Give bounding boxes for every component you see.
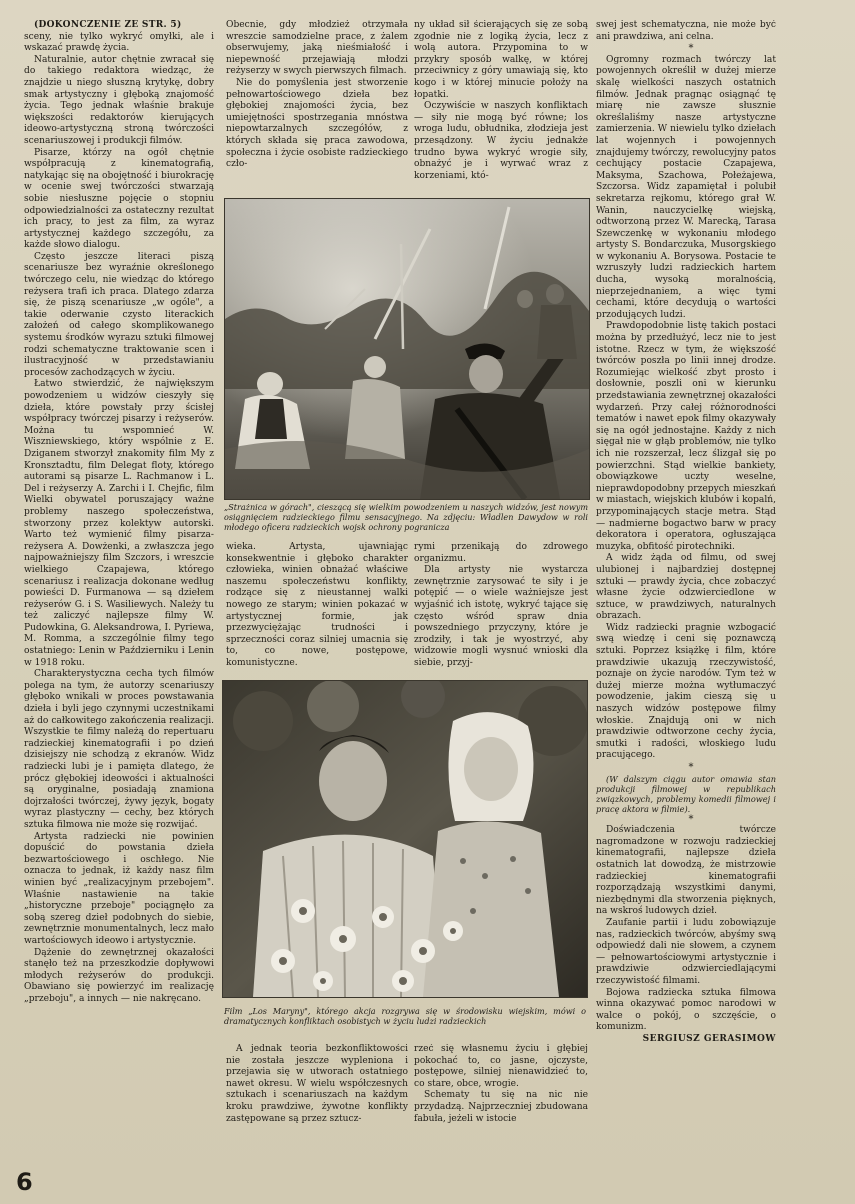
paragraph: wieka. Artysta, ujawniając konsekwentnie i głęboko charakter człowieka, winien obnażać właściwe naszemu społeczeństwu konflikty, rodzące się z nieustannej walki nowego ze starym; winien pokazać w artystycznej formie, jak przezwyciężając trudności i sprzeczności coraz silniej umacnia się to, co nowe, postępowe, komunistyczne. xyxy=(226,542,408,668)
paragraph: Dążenie do zewnętrznej okazałości stanęło też na przeszkodzie dopływowi młodych reżyserów do produkcji. Obawiano się powierzyć im realizację „przeboju", a innych — nie nakręcano. xyxy=(24,947,214,1004)
paragraph: Schematy tu się na nic nie przydadzą. Najprzeczniej zbudowana fabuła, jeżeli w istocie xyxy=(414,1090,588,1124)
caption-text: „Strażnica w górach", cieszącą się wielkim powodzeniem u naszych widzów, jest nowym osiągnięciem radzieckiego filmu sensacyjnego. Na zdjęciu: Władlen Dawydow w roli młodego oficera radzieckich wojsk ochrony pogranicza xyxy=(224,502,588,532)
section-divider-star: * xyxy=(688,43,694,55)
paragraph: Często jeszcze literaci piszą scenariusze bez wyraźnie określonego twórczego celu, nie wiedząc do którego reżysera trafi ich praca. Dlatego zdarza się, że piszą scenariusze „w ogóle", a takie oderwanie czysto literackich założeń od całego skomplikowanego systemu środków wyrazu sztuki filmowej rodzi schematyczne traktowanie scen i ilustracyjność w przedstawianiu procesów zachodzących w życiu. xyxy=(24,251,214,378)
paragraph: swej jest schematyczna, nie może być ani prawdziwa, ani celna. xyxy=(596,20,776,42)
continuation-header: (DOKOŃCZENIE ZE STR. 5) xyxy=(34,20,182,30)
paragraph: Ogromny rozmach twórczy lat powojennych określił w dużej mierze skalę wielkości naszych ostatnich filmów. Jednak pragnąc osiągnąć tę miarę nie zawsze słusznie określaliśmy nasze artystyczne zamierzenia. W niewielu tylko dziełach lat wojennych i powojennych znajdujemy twórczy, rewolucyjny patos cechujący postacie Czapajewa, Maksyma, Szachowa, Połeżajewa, Szczorsa. Widz zapamiętał i polubił sekretarza rejkomu, którego grał W. Wanin, nauczycielkę wiejską, odtworzoną przez W. Marecką, Tarasa Szewczenkę w wykonaniu młodego artysty S. Bondarczuka, Musorgskiego w wykonaniu A. Borysowa. Postacie te wzruszyły ludzi radzieckich hartem ducha, wysoką moralnością, nieprzejednaniem, a więc tymi cechami, które decydują o wartości przodujących ludzi. xyxy=(596,54,776,320)
section-divider-star: * xyxy=(688,762,694,773)
column-4 xyxy=(596,20,776,1160)
paragraph: A widz żąda od filmu, od swej ulubionej i najbardziej dostępnej sztuki — prawdy życia, chce zobaczyć własne życie odzwierciedlone w sztuce, w prawdziwych, naturalnych obrazach. xyxy=(596,553,776,622)
column-2-bottom xyxy=(226,1044,408,1144)
paragraph: Łatwo stwierdzić, że największym powodzeniem u widzów cieszyły się dzieła, które powstały przy ścisłej współpracy twórczej pisarzy i reżyserów. Można tu wspomnieć W. Wiszniewskiego, który wspólnie z E. Dziganem stworzył znakomity film My z Kronsztadtu, film Delegat floty, którego autorami są pisarze L. Rachmanow i L. Del i reżyserzy A. Zarchi i I. Chejfic, film Wielki obywatel poruszający ważne problemy naszego społeczeństwa, stworzony przez kolektyw autorski. Warto też wymienić filmy pisarza-reżysera A. Dowżenki, a zwłaszcza jego najpoważniejszy film Szczors, i wreszcie wielkiego Czapajewa, którego scenariusz i realizacja dokonane według powieści D. Furmanowa — są dziełem reżyserów G. i S. Wasiliewych. Należy tu też zaliczyć najlepsze filmy W. Pudowkina, G. Aleksandrowa, I. Pyriewa, M. Romma, a szczególnie filmy tego ostatniego: Lenin w Październiku i Lenin w 1918 roku. xyxy=(24,379,214,668)
film-still-strażnica xyxy=(224,198,590,500)
page-number: 6 xyxy=(16,1168,33,1196)
section-divider-star: * xyxy=(688,813,694,825)
paragraph: Charakterystyczna cecha tych filmów polega na tym, że autorzy scenariuszy głęboko wnikali w proces powstawania dzieła i byli jego czynnymi uczestnikami aż do całkowitego zakończenia realizacji. Wszystkie te filmy należą do repertuaru radzieckiej kinematografii i po dzień dzisiejszy nie schodzą z ekranów. Widz radziecki lubi je i pamięta dlatego, że prócz głębokiej ideowości i aktualności są oryginalne, posiadają znamiona dojrzałości twórczej, żywy język, bogaty wyraz plastyczny — cechy, bez których sztuka filmowa nie może się rozwijać. xyxy=(24,669,214,830)
paragraph: rymi przenikają do zdrowego organizmu. xyxy=(414,542,588,564)
paragraph: A jednak teoria bezkonfliktowości nie została jeszcze wypleniona i przejawia się w utworach ostatniego nawet okresu. W wielu współczesnych sztukach i scenariuszach na każdym kroku prawdziwe, żywotne konflikty zastępowane są przez sztucz- xyxy=(226,1044,408,1124)
editor-note: (W dalszym ciągu autor omawia stan produkcji filmowej w republikach związkowych, problemy komedii filmowej i pracę aktora w filmie). xyxy=(596,773,776,814)
village-couple-image xyxy=(223,681,587,997)
paragraph: Pisarze, którzy na ogół chętnie współpracują z kinematografią, natykając się na obojętność i biurokrację w ocenie swej twórczości stwarzają sobie niesłuszne pojęcie o stopniu odpowiedzialności za ostateczny rezultat ich pracy, to jest za film, za wyraz artystycznej każdego szczegółu, za każde słowo dialogu. xyxy=(24,147,214,251)
column-3-bottom xyxy=(414,1044,588,1144)
paragraph: Oczywiście w naszych konfliktach — siły nie mogą być równe; los wroga ludu, obłudnika, złodzieja jest przesądzony. W życiu jednakże trudno bywa wykryć wrogie siły, obnażyć je i wyrwać wraz z korzeniami, któ- xyxy=(414,101,588,181)
paragraph: Widz radziecki pragnie wzbogacić swą wiedzę i ceni się poznawczą sztuki. Poprzez książkę i film, które prawdziwie ukazują rzeczywistość, poznaje on życie narodów. Tym też w dużej mierze można wytłumaczyć powodzenie, jakim cieszą się u naszych widzów postępowe filmy włoskie. Znajdują oni w nich prawdziwie odtworzone cechy życia, smutki i radości, włoskiego ludu pracującego. xyxy=(596,622,776,761)
paragraph: Zaufanie partii i ludu zobowiązuje nas, radzieckich twórców, abyśmy swą odpowiedź dali nie słowem, a czynem — pełnowartościowymi artystycznie i prawdziwie odzwierciedlającymi rzeczywistość filmami. xyxy=(596,917,776,986)
paragraph: Obecnie, gdy młodzież otrzymała wreszcie samodzielne prace, z żalem obserwujemy, jaką nieśmiałość i niepewność przejawiają młodzi reżyserzy w swych pierwszych filmach. xyxy=(226,20,408,77)
battle-scene-image xyxy=(225,199,589,499)
film-still-los-maryny xyxy=(222,680,588,998)
photo-1-caption xyxy=(224,502,588,534)
paragraph: Nie do pomyślenia jest stworzenie pełnowartościowego dzieła bez głębokiej znajomości życia, bez umiejętności spostrzegania mnóstwa niepowtarzalnych szczegółów, z których składa się praca zawodowa, społeczna i życie osobiste radzieckiego czło- xyxy=(226,77,408,170)
paragraph: Artysta radziecki nie powinien dopuścić do powstania dzieła bezwartościowego i oschłego. Nie oznacza to jednak, iż każdy nasz film winien być „realizacyjnym przebojem". Właśnie nastawienie na takie „historyczne przeboje" pociągnęło za sobą szereg dzieł podobnych do siebie, zewnętrznie monumentalnych, lecz mało wartościowych ideowo i artystycznie. xyxy=(24,831,214,946)
column-2-top xyxy=(226,20,408,190)
paragraph: Doświadczenia twórcze nagromadzone w rozwoju radzieckiej kinematografii, najlepsze dzieła ostatnich lat dowodzą, że mistrzowie radzieckiej kinematografii rozporządzają wszystkimi danymi, niezbędnymi dla stworzenia pięknych, na wskroś ludowych dzieł. xyxy=(596,825,776,917)
caption-text: Film „Los Maryny", którego akcja rozgrywa się w środowisku wiejskim, mówi o dramatycznych konfliktach osobistych w życiu ludzi radzieckich xyxy=(224,1006,586,1026)
paragraph: sceny, nie tylko wykryć omyłki, ale i wskazać prawdę życia. xyxy=(24,31,214,54)
column-2-middle xyxy=(226,542,408,674)
author-signature: SERGIUSZ GERASIMOW xyxy=(642,1033,776,1044)
paragraph: Dla artysty nie wystarcza zewnętrznie zarysować te siły i je potępić — o wiele ważniejsze jest wyjaśnić ich istotę, wykryć tające się często wśród spraw dnia powszedniego przyczyny, które je zrodziły, i tak je wyostrzyć, aby widzowie mogli wysnuć wnioski dla siebie, przyj- xyxy=(414,565,588,668)
column-3-top xyxy=(414,20,588,190)
photo-2-caption xyxy=(224,1006,586,1036)
column-3-middle xyxy=(414,542,588,674)
paragraph: ny układ sił ścierających się ze sobą zgodnie nie z logiką życia, lecz z wolą autora. Przypomina to w przykry sposób walkę, w której przeciwnicy z góry umawiają się, kto kogo i w której minucie położy na łopatki. xyxy=(414,20,588,100)
paragraph: Prawdopodobnie listę takich postaci można by przedłużyć, lecz nie to jest istotne. Rzecz w tym, że większość twórców poszła po linii innej drodze. Rozumiejąc wielkość zbyt prosto i dosłownie, poszli oni w kierunku przedstawiania zewnętrznej okazałości wydarzeń. Przy całej różnorodności tematów i nawet epok filmy okazywały się na ogół jednostajne. Każdy z nich sięgał nie w głąb problemów, nie tylko ich nie rozszerzał, lecz ślizgał się po powierzchni. Stąd wielkie bankiety, obowiązkowe uczty weselne, nieprawdopodobny przepych mieszkań w miastach, wiejskich klubów i kopalń, przypominających stacje metra. Stąd — nadmierne bogactwo barw w pracy dekoratora i operatora, ogłuszająca muzyka, obfitość pirotechniki. xyxy=(596,321,776,552)
paragraph: rzeć się własnemu życiu i głębiej pokochać to, co jasne, ojczyste, postępowe, silniej nienawidzieć to, co stare, obce, wrogie. xyxy=(414,1044,588,1089)
paragraph: Bojowa radziecka sztuka filmowa winna okazywać pomoc narodowi w walce o pokój, o szczęście, o komunizm. xyxy=(596,987,776,1033)
paragraph: Naturalnie, autor chętnie zwracał się do takiego redaktora wiedząc, że znajdzie u niego słuszną krytykę, dobry smak artystyczny i głęboką znajomość życia. Tego jednak właśnie brakuje większości redaktorów kierujących ideowo-artystyczną stroną twórczości scenariuszowej i produkcji filmów. xyxy=(24,54,214,146)
column-1 xyxy=(24,20,214,1160)
